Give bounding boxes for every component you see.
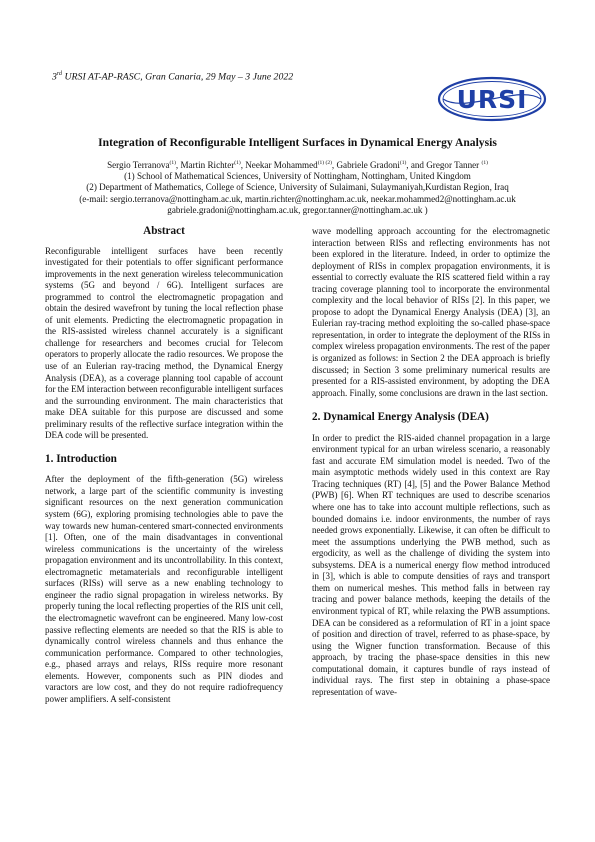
author-block — [40, 158, 555, 216]
conference-ordinal-suffix: rd — [56, 71, 63, 77]
introduction-heading: 1. Introduction — [45, 452, 117, 465]
ursi-logo-text: URSI — [456, 85, 528, 114]
conference-ordinal: 3 — [52, 71, 57, 83]
abstract-text: Reconfigurable intelligent surfaces have been recently investigated for their potentials to offer significant performance improvements in the next generation wireless telecommunication systems (5G and beyond / 6G). Intelligent surfaces are programmed to control the electromagnetic propagation and obtain the desired wavefront by tuning the local reflection phase of unit elements. Predicting the electromagnetic propagation in the RIS-assisted wireless channel accurately is a significant challenge for researchers and becomes crucial for Telecom operators to properly allocate the radio resources. We propose the use of an Eulerian ray-tracing method, the Dynamical Energy Analysis (DEA), as a coverage planning tool capable of account for the EM interaction between reconfigurable intelligent surfaces and the surrounding environment. The main characteristics that make DEA suitable for this purpose are discussed and some preliminary results of the reflective surface integration within the DEA code will be presented. — [45, 245, 283, 441]
right-column — [312, 226, 550, 698]
dea-section-text: In order to predict the RIS-aided channel propagation in a large environment typical for an urban wireless scenario, a reasonably fast and accurate EM simulation model is needed. Two of the main asymptotic methods widely used in this context are Ray Tracing techniques (RT) [4], [5] and the Power Balance Method (PWB) [6]. When RT techniques are used to describe scenarios where one has to take into account multiple reflections, such as bounded domains i.e. indoor environments, the number of rays needed grows exponentially. Likewise, it can often be difficult to meet the assumptions underlying the PWB method, such as ergodicity, as well as the challenge of dividing the system into subsystems. DEA is a numerical energy flow method introduced in [3], which is able to compute densities of rays and transport them on numerical meshes. This method falls in between ray tracing and power balance methods, keeping the details of the environment typical of RT, while relaxing the PWB assumptions. DEA can be considered as a reformulation of RT in a joint space of position and direction of travel, referred to as phase-space, by using the Wigner function transformation. Because of this approach, by tracing the phase-space densities in this new computational domain, it captures bundle of rays instead of individual rays. The first step in obtaining a phase-space representation of wave- — [312, 432, 550, 697]
paper-title: Integration of Reconfigurable Intelligent Surfaces in Dynamical Energy Analysis — [98, 136, 497, 149]
abstract-heading: Abstract — [143, 225, 185, 237]
affiliation-2: (2) Department of Mathematics, College of Science, University of Sulaimani, Sulaymaniyah,Kurdistan Region, Iraq — [86, 182, 509, 193]
conference-header — [52, 71, 293, 82]
author-emails-line-1: (e-mail: sergio.terranova@nottingham.ac.uk, martin.richter@nottingham.ac.uk, neekar.mohammed2@nottingham.ac.uk — [79, 193, 516, 204]
affiliation-1: (1) School of Mathematical Sciences, University of Nottingham, Nottingham, United Kingdom — [124, 171, 471, 182]
author-list: Sergio Terranova$^{(1)}$, Martin Richter$^{(1)}$, Neekar Mohammed$^{(1) (2)}$, Gabriele Gradoni$^{(1)}$, and Gregor Tanner $^{(1)}$ — [107, 160, 488, 171]
left-column — [45, 226, 283, 705]
introduction-continued-text: wave modelling approach accounting for the electromagnetic interaction between RISs and reflecting environments has not been explored in the literature. Indeed, in order to optimize the deployment of RISs in complex propagation environments, it is essential to correctly evaluate the RIS scattered field within a ray tracing coverage planning tool to incorporate the environmental complexity and the local behavior of RISs [2]. In this paper, we propose to adopt the Dynamical Energy Analysis (DEA) [3], an Eulerian ray-tracing method exploiting the so-called phase-space representation, in order to integrate the deployment of the RISs in complex wireless propagation environments. The rest of the paper is organized as follows: in Section 2 the DEA approach is briefly discussed; in Section 3 some preliminary numerical results are presented for a RIS-assisted environment, by adopting the DEA approach. Finally, some conclusions are drawn in the last section. — [312, 226, 551, 398]
conference-details: URSI AT-AP-RASC, Gran Canaria, 29 May – 3 June 2022 — [62, 71, 294, 83]
author-emails-line-2: gabriele.gradoni@nottingham.ac.uk, gregor.tanner@nottingham.ac.uk ) — [167, 204, 428, 215]
dea-section-heading: 2. Dynamical Energy Analysis (DEA) — [312, 411, 489, 424]
introduction-text: After the deployment of the fifth-generation (5G) wireless network, a large part of the scientific community is investing significant resources on the next generation communication system (6G), exploring promising technologies able to pave the way towards new human-centered smart-connected environments [1]. Often, one of the main disadvantages in conventional wireless communications is the uncertainty of the wireless propagation environment and its uncontrollability. In this context, electromagnetic metamaterials and reconfigurable intelligent surfaces (RISs) will serve as a new enabling technology to engineer the radio signal propagation in wireless networks. By properly tuning the local reflecting properties of the RIS unit cell, the electromagnetic wavefront can be engineered. Many low-cost passive reflecting elements are needed so that the RIS is able to dynamically control wireless channels and thus enhance the communication performance. Compared to other technologies, e.g., phased arrays and relays, RISs require more resonant elements. However, components such as PIN diodes and varactors are low cost, and they do not require radiofrequency power amplifiers. A self-consistent — [45, 474, 283, 704]
ursi-logo — [436, 74, 548, 124]
